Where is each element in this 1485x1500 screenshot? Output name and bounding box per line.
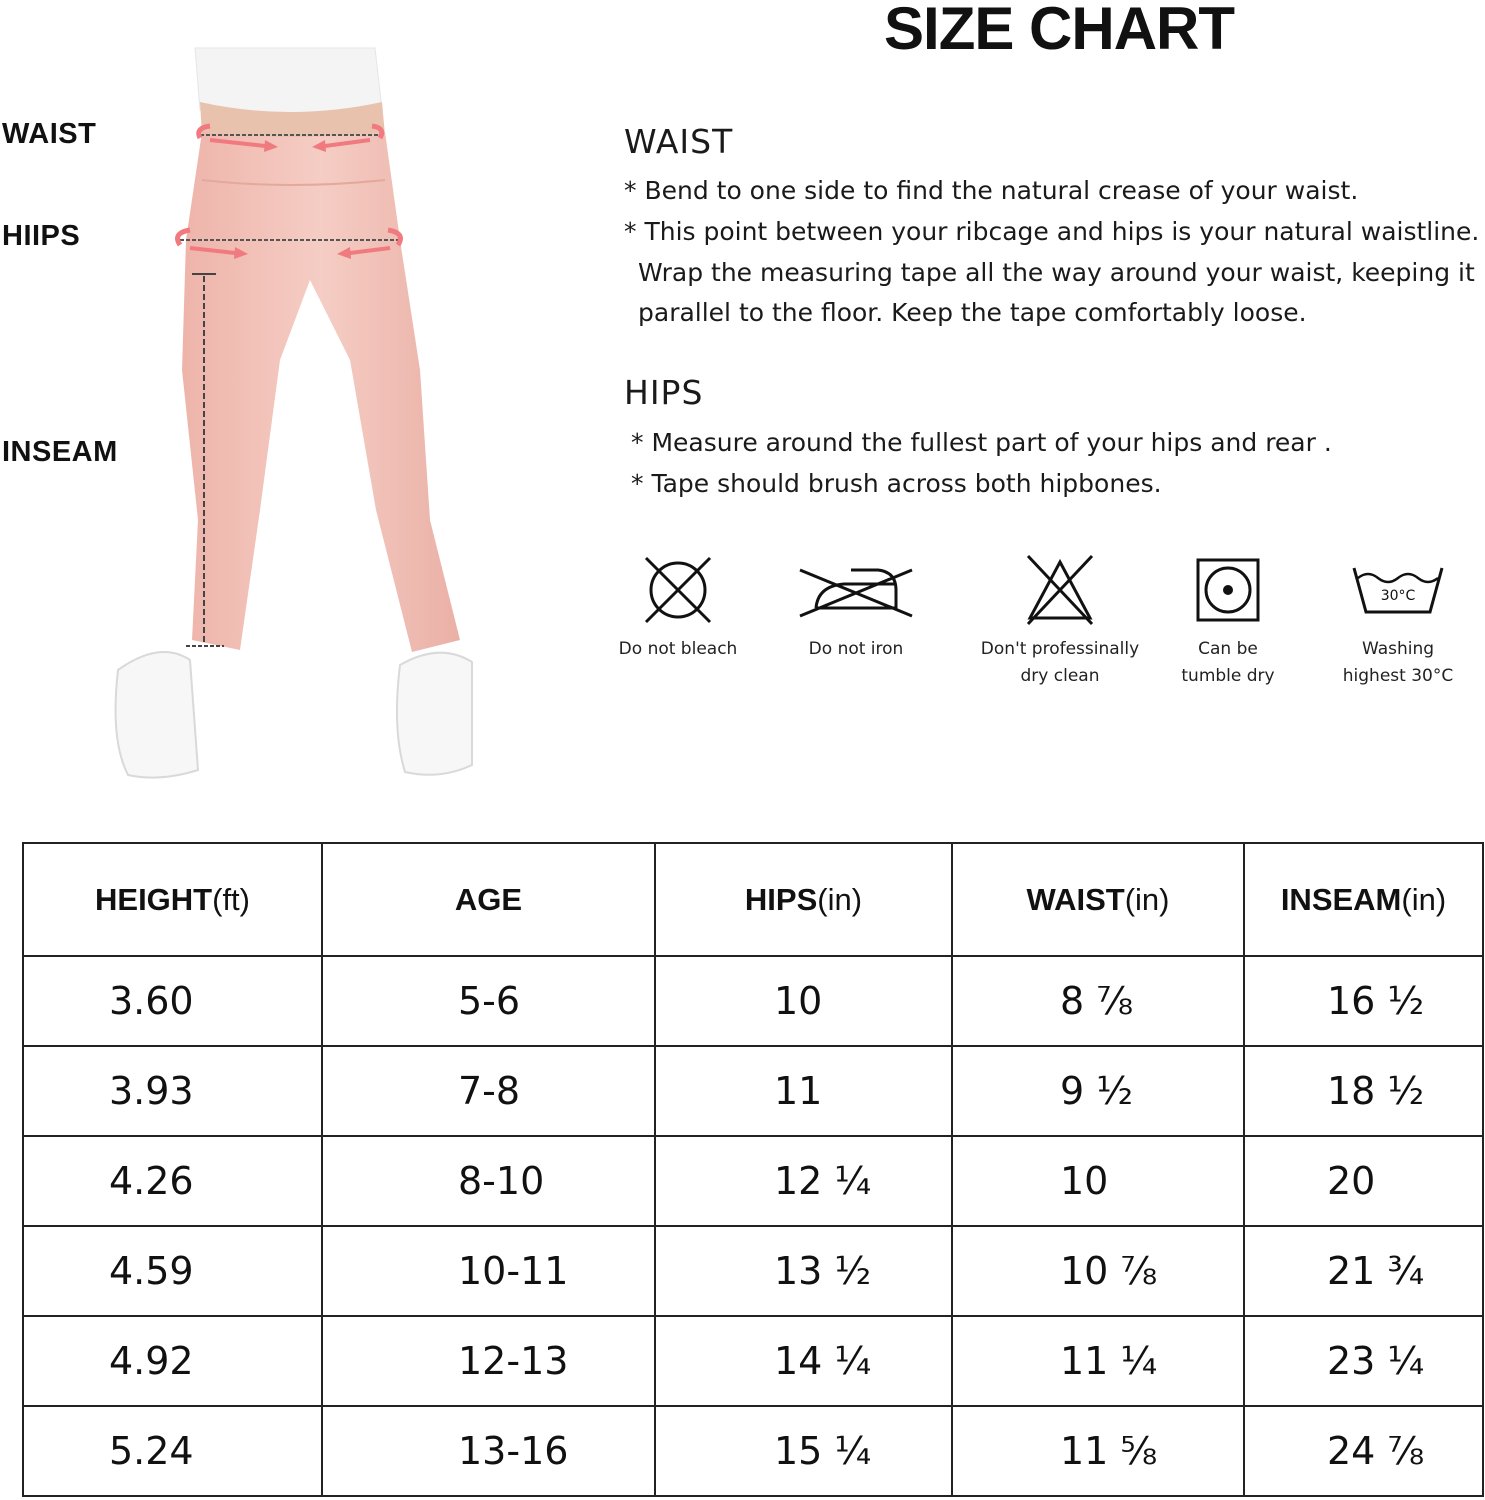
waist-cell: 11 ⅝ xyxy=(952,1406,1244,1496)
height-cell: 3.93 xyxy=(23,1046,322,1136)
height-cell: 4.59 xyxy=(23,1226,322,1316)
waist-cell: 8 ⅞ xyxy=(952,956,1244,1046)
care-label: Can be tumble dry xyxy=(1181,639,1275,686)
care-item-wash-30 xyxy=(1308,550,1485,690)
care-item-do-not-iron xyxy=(766,550,946,663)
col-header-waist: WAIST(in) xyxy=(952,843,1244,956)
table-row xyxy=(23,1226,1483,1316)
hips-cell: 12 ¼ xyxy=(655,1136,952,1226)
height-cell: 4.26 xyxy=(23,1136,322,1226)
waist-cell: 10 ⅞ xyxy=(952,1226,1244,1316)
waist-figure-label: WAIST xyxy=(2,118,97,150)
inseam-cell: 18 ½ xyxy=(1244,1046,1483,1136)
waist-bullet: * Bend to one side to find the natural crease of your waist. xyxy=(624,176,1359,205)
waist-cell: 11 ¼ xyxy=(952,1316,1244,1406)
care-label: Washing highest 30°C xyxy=(1342,639,1454,686)
col-header-inseam: INSEAM(in) xyxy=(1244,843,1483,956)
size-table xyxy=(22,842,1484,1497)
table-row xyxy=(23,1136,1483,1226)
hips-cell: 11 xyxy=(655,1046,952,1136)
hips-bullet: * Tape should brush across both hipbones. xyxy=(631,469,1162,498)
age-cell: 7-8 xyxy=(322,1046,655,1136)
wash-temp-text: 30°C xyxy=(1380,588,1416,604)
table-row xyxy=(23,956,1483,1046)
hips-cell: 15 ¼ xyxy=(655,1406,952,1496)
inseam-cell: 21 ¾ xyxy=(1244,1226,1483,1316)
waist-cell: 9 ½ xyxy=(952,1046,1244,1136)
right-shoe xyxy=(397,653,472,775)
table-header-row xyxy=(23,843,1483,956)
no-dry-clean-icon xyxy=(1020,550,1100,630)
age-cell: 5-6 xyxy=(322,956,655,1046)
waist-bullet: Wrap the measuring tape all the way around your waist, keeping it xyxy=(638,258,1475,287)
height-cell: 4.92 xyxy=(23,1316,322,1406)
tumble-dry-icon xyxy=(1188,550,1268,630)
table-row xyxy=(23,1406,1483,1496)
inseam-figure-label: INSEAM xyxy=(2,436,118,468)
inseam-cell: 16 ½ xyxy=(1244,956,1483,1046)
hips-section-heading: HIPS xyxy=(624,373,704,412)
hips-figure-label: HIIPS xyxy=(2,220,81,252)
leggings xyxy=(182,132,460,652)
model-figure-illustration xyxy=(100,40,520,800)
table-row xyxy=(23,1046,1483,1136)
hips-bullet: * Measure around the fullest part of your hips and rear . xyxy=(631,428,1332,457)
waist-bullet: * This point between your ribcage and hips is your natural waistline. xyxy=(624,217,1480,246)
table-row xyxy=(23,1316,1483,1406)
care-label: Do not iron xyxy=(808,639,904,659)
care-item-no-dry-clean xyxy=(970,550,1150,690)
age-cell: 10-11 xyxy=(322,1226,655,1316)
age-cell: 8-10 xyxy=(322,1136,655,1226)
col-header-height: HEIGHT(ft) xyxy=(23,843,322,956)
col-header-hips: HIPS(in) xyxy=(655,843,952,956)
hips-cell: 14 ¼ xyxy=(655,1316,952,1406)
hips-cell: 13 ½ xyxy=(655,1226,952,1316)
left-shoe xyxy=(116,652,198,778)
waist-cell: 10 xyxy=(952,1136,1244,1226)
page-title: SIZE CHART xyxy=(884,0,1234,62)
inseam-cell: 24 ⅞ xyxy=(1244,1406,1483,1496)
col-header-age: AGE xyxy=(322,843,655,956)
care-item-tumble-dry xyxy=(1138,550,1318,690)
inseam-cell: 23 ¼ xyxy=(1244,1316,1483,1406)
height-cell: 3.60 xyxy=(23,956,322,1046)
waist-section-heading: WAIST xyxy=(624,122,734,161)
age-cell: 12-13 xyxy=(322,1316,655,1406)
care-label: Don't professinally dry clean xyxy=(980,639,1140,686)
care-label: Do not bleach xyxy=(618,639,738,659)
age-cell: 13-16 xyxy=(322,1406,655,1496)
inseam-cell: 20 xyxy=(1244,1136,1483,1226)
wash-30-icon xyxy=(1348,550,1448,630)
waist-bullet: parallel to the floor. Keep the tape comfortably loose. xyxy=(638,298,1307,327)
care-item-do-not-bleach xyxy=(588,550,768,663)
do-not-bleach-icon xyxy=(638,550,718,630)
hips-cell: 10 xyxy=(655,956,952,1046)
height-cell: 5.24 xyxy=(23,1406,322,1496)
do-not-iron-icon xyxy=(796,550,916,630)
